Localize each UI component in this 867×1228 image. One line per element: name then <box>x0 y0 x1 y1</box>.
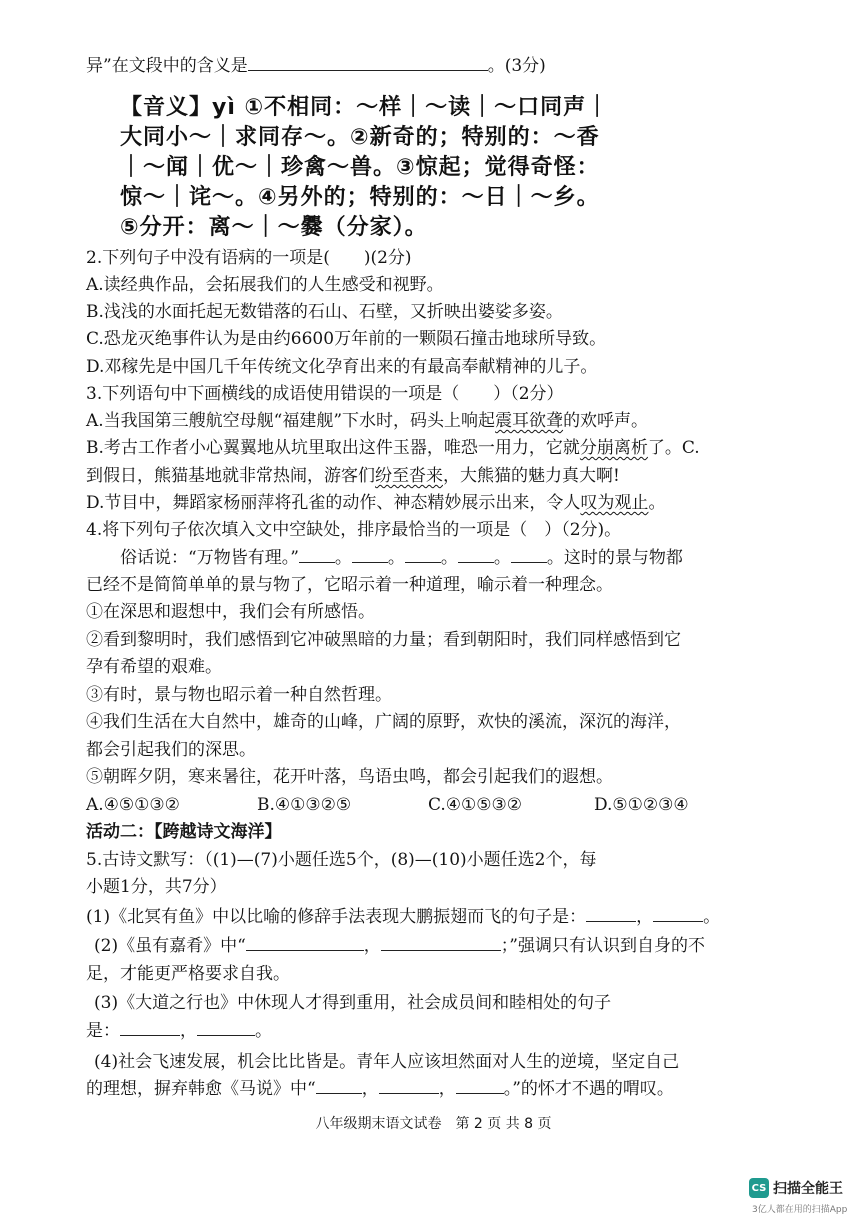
q5-item-3-cont: 是： ， 。 <box>86 1021 272 1041</box>
q1-tail: 异”在文段中的含义是 。(3分) <box>86 56 546 76</box>
q2-option-d: D.邓稼先是中国几千年传统文化孕育出来的有最高奉献精神的儿子。 <box>86 357 598 377</box>
answer-blank <box>379 1079 439 1094</box>
answer-blank <box>299 548 335 563</box>
q4-stem: 4.将下列句子依次填入文中空缺处，排序最恰当的一项是（ ）（2分)。 <box>86 520 622 540</box>
dict-entry-line: 惊～｜诧～。④另外的；特别的：～日｜～乡。 <box>120 185 600 210</box>
q5-item-4: (4)社会飞速发展，机会比比皆是。青年人应该坦然面对人生的逆境，坚定自己 <box>94 1052 680 1072</box>
q2-option-b: B.浅浅的水面托起无数错落的石山、石壁，又折映出婆娑多姿。 <box>86 302 563 322</box>
activity-heading: 活动二：【跨越诗文海洋】 <box>86 822 282 842</box>
answer-blank <box>197 1021 255 1036</box>
watermark-brand: 扫描全能王 <box>773 1181 843 1197</box>
watermark-tagline: 3亿人都在用的扫描App <box>752 1205 848 1215</box>
q5-stem: 5.古诗文默写：（(1)—(7)小题任选5个，(8)—(10)小题任选2个，每 <box>86 850 597 870</box>
q4-passage-line2: 已经不是简简单单的景与物了，它昭示着一种道理，喻示着一种理念。 <box>86 575 613 595</box>
answer-blank <box>316 1079 362 1094</box>
q3-option-a: A.当我国第三艘航空母舰“福建舰”下水时，码头上响起震耳欲聋的欢呼声。 <box>86 411 649 431</box>
q4-option-d: D.⑤①②③④ <box>594 795 689 815</box>
q5-item-3: (3)《大道之行也》中休现人才得到重用，社会成员间和睦相处的句子 <box>94 993 612 1013</box>
q2-option-a: A.读经典作品，会拓展我们的人生感受和视野。 <box>86 275 444 295</box>
answer-blank <box>352 548 388 563</box>
dict-entry-line: 【音义】yì ①不相同：～样｜～读｜～口同声｜ <box>120 95 610 120</box>
q4-sentence-2-cont: 孕有希望的艰难。 <box>86 657 222 677</box>
answer-blank <box>246 936 364 951</box>
scanner-watermark <box>749 1178 843 1198</box>
dict-entry-line: ｜～闻｜优～｜珍禽～兽。③惊起；觉得奇怪： <box>120 155 600 180</box>
idiom-underline: 叹为观止 <box>580 493 649 513</box>
q5-item-2-cont: 足，才能更严格要求自我。 <box>86 964 290 984</box>
q4-option-c: C.④①⑤③② <box>428 795 523 815</box>
q4-sentence-1: ①在深思和遐想中，我们会有所感悟。 <box>86 602 375 622</box>
q3-option-d: D.节目中，舞蹈家杨丽萍将孔雀的动作、神态精妙展示出来，令人叹为观止。 <box>86 493 666 513</box>
idiom-underline: 震耳欲聋 <box>495 411 564 431</box>
idiom-underline: 纷至沓来 <box>375 466 443 486</box>
answer-blank <box>120 1021 180 1036</box>
q4-passage: 俗话说：“万物皆有理。” 。 。 。 。 。这时的景与物都 <box>120 548 683 568</box>
q4-sentence-3: ③有时，景与物也昭示着一种自然哲理。 <box>86 685 392 705</box>
q5-stem-cont: 小题1分，共7分） <box>86 877 227 897</box>
q3-stem: 3.下列语句中下画横线的成语使用错误的一项是（ ）（2分） <box>86 384 564 404</box>
answer-blank <box>381 936 501 951</box>
answer-blank <box>586 907 636 922</box>
q5-item-1: (1)《北冥有鱼》中以比喻的修辞手法表现大鹏振翅而飞的句子是： ， 。 <box>86 907 721 927</box>
answer-blank <box>456 1079 504 1094</box>
q4-sentence-2: ②看到黎明时，我们感悟到它冲破黑暗的力量；看到朝阳时，我们同样感悟到它 <box>86 630 681 650</box>
dict-entry-line: 大同小～｜求同存～。②新奇的；特别的：～香 <box>120 125 600 150</box>
dict-entry-line: ⑤分开：离～｜～爨（分家）。 <box>120 215 428 240</box>
idiom-underline: 分崩离析 <box>579 438 648 458</box>
q4-sentence-4-cont: 都会引起我们的深思。 <box>86 740 256 760</box>
q4-option-a: A.④⑤①③② <box>86 795 180 815</box>
q4-sentence-5: ⑤朝晖夕阴，寒来暑往，花开叶落，鸟语虫鸣，都会引起我们的遐想。 <box>86 767 613 787</box>
answer-blank <box>653 907 703 922</box>
answer-blank <box>405 548 441 563</box>
camscanner-logo-icon: CS <box>749 1178 769 1198</box>
page-footer: 八年级期末语文试卷 第 2 页 共 8 页 <box>315 1116 552 1132</box>
q5-item-4-cont: 的理想，摒弃韩愈《马说》中“ ， ， 。”的怀才不遇的喟叹。 <box>86 1079 674 1099</box>
answer-blank <box>458 548 494 563</box>
q2-stem: 2.下列句子中没有语病的一项是( )(2分) <box>86 248 412 268</box>
q2-option-c: C.恐龙灭绝事件认为是由约6600万年前的一颗陨石撞击地球所导致。 <box>86 329 607 349</box>
q3-option-b: B.考古工作者小心翼翼地从坑里取出这件玉器，唯恐一用力，它就分崩离析了。C. <box>86 438 700 458</box>
answer-blank <box>511 548 547 563</box>
answer-blank <box>248 56 488 71</box>
q4-option-b: B.④①③②⑤ <box>257 795 352 815</box>
q4-sentence-4: ④我们生活在大自然中，雄奇的山峰，广阔的原野，欢快的溪流，深沉的海洋， <box>86 712 681 732</box>
q5-item-2: (2)《虽有嘉肴》中“ ， ；”强调只有认识到自身的不 <box>94 936 705 956</box>
q3-option-c: 到假日，熊猫基地就非常热闹，游客们纷至沓来，大熊猫的魅力真大啊! <box>86 466 620 486</box>
